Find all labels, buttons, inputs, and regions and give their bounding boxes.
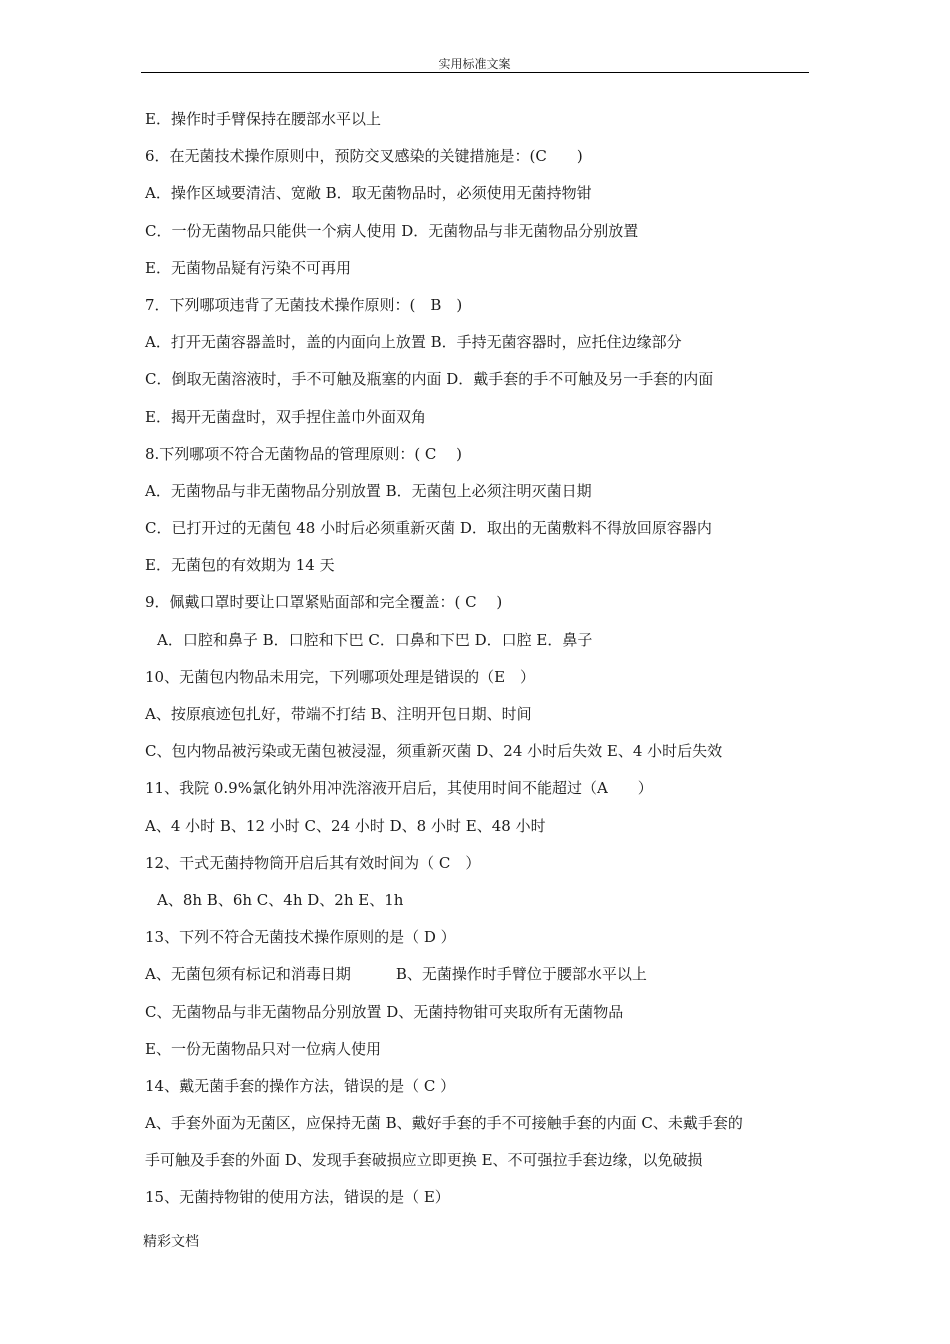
text-line: E．操作时手臂保持在腰部水平以上 (145, 110, 381, 128)
option-line: E．无菌物品疑有污染不可再用 (145, 258, 351, 277)
option-line: 手可触及手套的外面 D、发现手套破损应立即更换 E、不可强拉手套边缘，以免破损 (145, 1151, 703, 1170)
question-list (145, 104, 813, 1220)
option-line: A．打开无菌容器盖时，盖的内面向上放置 B．手持无菌容器时，应托住边缘部分 (145, 333, 682, 352)
page-footer: 精彩文档 (143, 1234, 199, 1250)
question-6: 6．在无菌技术操作原则中，预防交叉感染的关键措施是：(C ) (145, 147, 583, 166)
question-13: 13、下列不符合无菌技术操作原则的是（ D ） (145, 928, 456, 947)
question-10: 10、无菌包内物品未用完，下列哪项处理是错误的（E ） (145, 667, 536, 686)
option-line: A、8h B、6h C、4h D、2h E、1h (157, 890, 404, 909)
page-header: 实用标准文案 (438, 57, 511, 71)
option-line: C．倒取无菌溶液时，手不可触及瓶塞的内面 D．戴手套的手不可触及另一手套的内面 (145, 370, 714, 389)
question-8: 8.下列哪项不符合无菌物品的管理原则：( C ) (145, 444, 463, 463)
option-line: C．已打开过的无菌包 48 小时后必须重新灭菌 D．取出的无菌敷料不得放回原容器内 (145, 519, 712, 538)
question-15: 15、无菌持物钳的使用方法，错误的是（ E） (145, 1188, 450, 1207)
question-12: 12、干式无菌持物筒开启后其有效时间为（ C ） (145, 853, 481, 872)
option-line: A．无菌物品与非无菌物品分别放置 B．无菌包上必须注明灭菌日期 (145, 481, 592, 500)
option-line: A、4 小时 B、12 小时 C、24 小时 D、8 小时 E、48 小时 (145, 816, 546, 835)
header-divider (141, 72, 809, 73)
option-line: C、包内物品被污染或无菌包被浸湿，须重新灭菌 D、24 小时后失效 E、4 小时后失效 (145, 742, 723, 761)
question-11: 11、我院 0.9%氯化钠外用冲洗溶液开启后，其使用时间不能超过（A ） (145, 779, 653, 798)
option-line: C、无菌物品与非无菌物品分别放置 D、无菌持物钳可夹取所有无菌物品 (145, 1002, 624, 1021)
question-7: 7．下列哪项违背了无菌技术操作原则：( B ) (145, 295, 463, 314)
question-14: 14、戴无菌手套的操作方法，错误的是（ C ） (145, 1076, 456, 1095)
option-line: A．口腔和鼻子 B．口腔和下巴 C．口鼻和下巴 D．口腔 E．鼻子 (157, 630, 593, 649)
option-line: E、一份无菌物品只对一位病人使用 (145, 1039, 381, 1058)
option-line: E．无菌包的有效期为 14 天 (145, 556, 335, 575)
question-9: 9．佩戴口罩时要让口罩紧贴面部和完全覆盖：( C ) (145, 593, 503, 612)
option-line: A、按原痕迹包扎好，带端不打结 B、注明开包日期、时间 (145, 705, 532, 723)
option-line: A、无菌包须有标记和消毒日期 B、无菌操作时手臂位于腰部水平以上 (145, 965, 647, 984)
option-line: C．一份无菌物品只能供一个病人使用 D．无菌物品与非无菌物品分别放置 (145, 221, 639, 240)
option-line: A、手套外面为无菌区，应保持无菌 B、戴好手套的手不可接触手套的内面 C、未戴手套的 (145, 1114, 743, 1133)
option-line: E．揭开无菌盘时，双手捏住盖巾外面双角 (145, 407, 426, 426)
option-line: A．操作区域要清洁、宽敞 B．取无菌物品时，必须使用无菌持物钳 (145, 184, 592, 203)
